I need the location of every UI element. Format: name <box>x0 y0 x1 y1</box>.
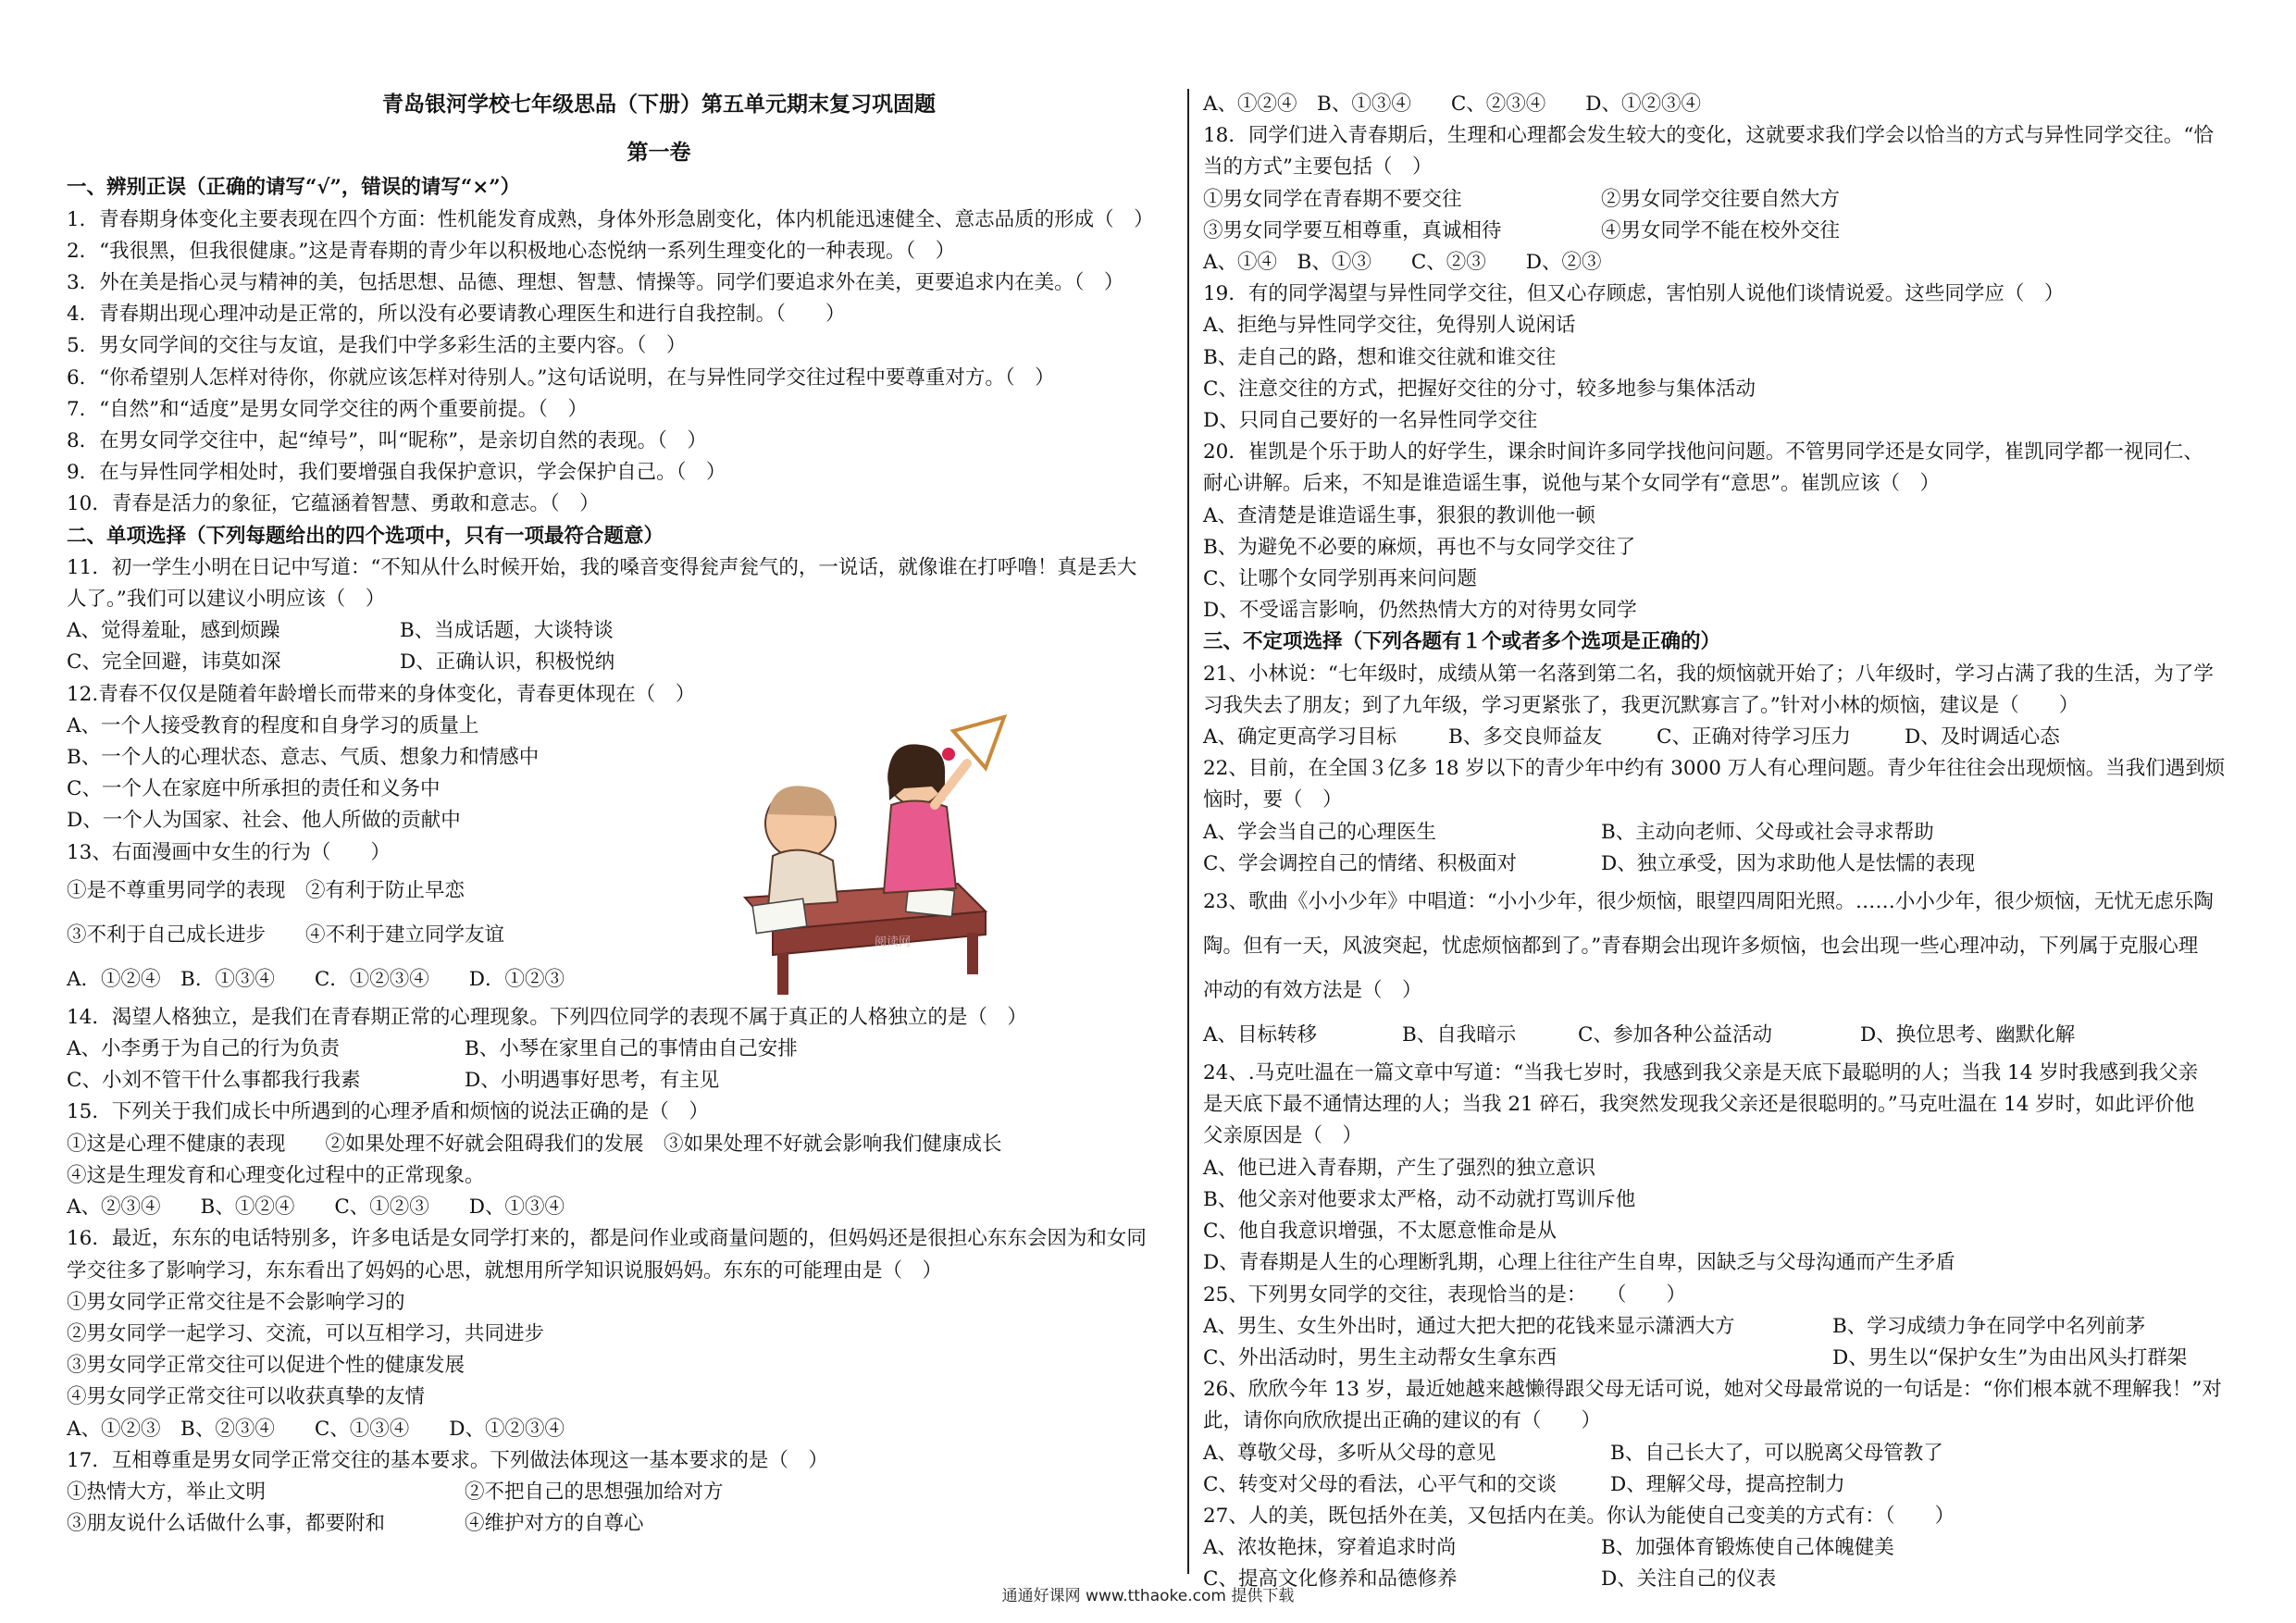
question-24-cont: 父亲原因是（ ） <box>1203 1124 1363 1148</box>
question-8: 8．在男女同学交往中，起“绰号”，叫“昵称”，是亲切自然的表现。（ ） <box>67 429 707 453</box>
option-a: A、小李勇于为自己的行为负责 <box>67 1037 341 1061</box>
question-15-statements-2: ④这是生理发育和心理变化过程中的正常现象。 <box>67 1163 485 1187</box>
question-26-cont: 此，请你向欣欣提出正确的建议的有（ ） <box>1203 1409 1602 1433</box>
option-a: A、觉得羞耻，感到烦躁 <box>67 619 280 643</box>
option-c: C、外出活动时，男生主动帮女生拿东西 <box>1203 1345 1557 1369</box>
question-16-statement-2: ②男女同学一起学习、交流，可以互相学习，共同进步 <box>67 1321 545 1345</box>
option-c: C、正确对待学习压力 <box>1657 725 1851 750</box>
option-d: D、青春期是人生的心理断乳期，心理上往往产生自卑，因缺乏与父母沟通而产生矛盾 <box>1203 1251 1955 1275</box>
option-a: A、查清楚是谁造谣生事，狠狠的教训他一顿 <box>1203 503 1596 527</box>
option-c: C、他自我意识增强，不太愿意惟命是从 <box>1203 1220 1557 1244</box>
option-b: B、小琴在家里自己的事情由自己安排 <box>465 1037 798 1061</box>
option-d: D、男生以“保护女生”为由出风头打群架 <box>1832 1345 2188 1369</box>
question-14: 14．渴望人格独立，是我们在青春期正常的心理现象。下列四位同学的表现不属于真正的人格独立的是（ ） <box>67 1005 1027 1029</box>
question-9: 9．在与异性同学相处时，我们要增强自我保护意识，学会保护自己。（ ） <box>67 461 726 485</box>
option-c: C、小刘不管干什么事都我行我素 <box>67 1069 361 1093</box>
option-a: A、尊敬父母，多听从父母的意见 <box>1203 1441 1496 1465</box>
question-24-cont: 是天底下最不通情达理的人；当我 21 碎石，我突然发现我父亲还是很聪明的。”马克吐温在 14 岁时，如此评价他 <box>1203 1093 2195 1117</box>
page-title: 青岛银河学校七年级思品（下册）第五单元期末复习巩固题 <box>382 92 936 117</box>
question-16-statement-3: ③男女同学正常交往可以促进个性的健康发展 <box>67 1354 465 1378</box>
question-10: 10．青春是活力的象征，它蕴涵着智慧、勇敢和意志。（ ） <box>67 492 600 516</box>
option-a: A、一个人接受教育的程度和自身学习的质量上 <box>67 713 479 737</box>
question-18: 18．同学们进入青春期后，生理和心理都会发生较大的变化，这就要求我们学会以恰当的方式与异性同学交往。“恰 <box>1203 124 2214 148</box>
option-d: D、理解父母，提高控制力 <box>1610 1472 1845 1496</box>
option-c: C、转变对父母的看法，心平气和的交谈 <box>1203 1472 1557 1496</box>
question-23: 23、歌曲《小小少年》中唱道：“小小少年，很少烦恼，眼望四周阳光照。……小小少年，很少烦恼，无忧无虑乐陶 <box>1203 890 2214 914</box>
option-b: B、自己长大了，可以脱离父母管教了 <box>1610 1441 1943 1465</box>
cartoon-illustration <box>736 712 1013 999</box>
option-d: D、独立承受，因为求助他人是怯懦的表现 <box>1601 851 1976 875</box>
question-23-cont: 陶。但有一天，风波突起，忧虑烦恼都到了。”青春期会出现许多烦恼，也会出现一些心理冲动，下列属于克服心理 <box>1203 935 2199 959</box>
question-15: 15．下列关于我们成长中所遇到的心理矛盾和烦恼的说法正确的是（ ） <box>67 1100 709 1124</box>
option-a: A、拒绝与异性同学交往，免得别人说闲话 <box>1203 314 1576 338</box>
option-c: C、完全回避，讳莫如深 <box>67 650 281 675</box>
question-18-cont: 当的方式”主要包括（ ） <box>1203 155 1433 180</box>
question-15-options: A、②③④ B、①②④ C、①②③ D、①③④ <box>67 1196 565 1220</box>
question-17-statement-2: ②不把自己的思想强加给对方 <box>465 1480 724 1504</box>
question-5: 5．男女同学间的交往与友谊，是我们中学多彩生活的主要内容。（ ） <box>67 334 687 358</box>
question-16-statement-4: ④男女同学正常交往可以收获真挚的友情 <box>67 1385 426 1409</box>
option-c: C、学会调控自己的情绪、积极面对 <box>1203 851 1517 875</box>
question-25: 25、下列男女同学的交往，表现恰当的是： （ ） <box>1203 1282 1686 1307</box>
question-12: 12.青春不仅仅是随着年龄增长而带来的身体变化，青春更体现在（ ） <box>67 682 696 706</box>
volume-heading: 第一卷 <box>627 140 691 166</box>
option-a: A、确定更高学习目标 <box>1203 725 1397 750</box>
question-24: 24、.马克吐温在一篇文章中写道：“当我七岁时，我感到我父亲是天底下最聪明的人；当我 14 岁时我感到我父亲 <box>1203 1061 2199 1085</box>
option-c: C、注意交往的方式，把握好交往的分寸，较多地参与集体活动 <box>1203 377 1756 401</box>
question-13-statements-2: ③不利于自己成长进步 ④不利于建立同学友谊 <box>67 923 505 947</box>
question-20: 20．崔凯是个乐于助人的好学生，课余时间许多同学找他问问题。不管男同学还是女同学，崔凯同学都一视同仁、 <box>1203 440 2203 465</box>
option-b: B、学习成绩力争在同学中名列前茅 <box>1832 1314 2146 1338</box>
question-6: 6．“你希望别人怎样对待你，你就应该怎样对待别人。”这句话说明，在与异性同学交往过程中要尊重对方。（ ） <box>67 365 1055 390</box>
question-23-cont: 冲动的有效方法是（ ） <box>1203 979 1422 1003</box>
question-13-options: A．①②④ B．①③④ C．①②③④ D．①②③ <box>67 967 565 991</box>
option-c: C、让哪个女同学别再来问问题 <box>1203 567 1477 591</box>
desk-leg <box>777 953 788 995</box>
option-a: A、他已进入青春期，产生了强烈的独立意识 <box>1203 1156 1596 1180</box>
question-17-statement-4: ④维护对方的自尊心 <box>465 1512 644 1536</box>
option-b: B、走自己的路，想和谁交往就和谁交往 <box>1203 345 1557 369</box>
option-d: D、及时调适心态 <box>1905 725 2060 750</box>
option-d: D、不受谣言影响，仍然热情大方的对待男女同学 <box>1203 599 1637 623</box>
option-a: A、目标转移 <box>1203 1023 1318 1047</box>
option-d: D、换位思考、幽默化解 <box>1860 1023 2076 1047</box>
question-16-cont: 学交往多了影响学习，东东看出了妈妈的心思，就想用所学知识说服妈妈。东东的可能理由是（ ） <box>67 1258 943 1282</box>
question-1: 1．青春期身体变化主要表现在四个方面：性机能发育成熟，身体外形急剧变化，体内机能迅速健全、意志品质的形成（ ） <box>67 207 1154 231</box>
question-13: 13、右面漫画中女生的行为（ ） <box>67 840 391 864</box>
girl-dress <box>884 800 956 893</box>
option-d: D、只同自己要好的一名异性同学交往 <box>1203 409 1538 433</box>
option-b: B、为避免不必要的麻烦，再也不与女同学交往了 <box>1203 535 1636 559</box>
option-d: D、小明遇事好思考，有主见 <box>465 1069 720 1093</box>
column-divider <box>1187 89 1189 1574</box>
question-18-statement-4: ④男女同学不能在校外交往 <box>1601 218 1841 242</box>
question-20-cont: 耐心讲解。后来，不知是谁造谣生事，说他与某个女同学有“意思”。崔凯应该（ ） <box>1203 472 1940 496</box>
option-d: D、正确认识，积极悦纳 <box>400 650 615 675</box>
question-7: 7．“自然”和“适度”是男女同学交往的两个重要前提。（ ） <box>67 397 588 421</box>
question-16-statement-1: ①男女同学正常交往是不会影响学习的 <box>67 1290 405 1314</box>
option-b: B、多交良师益友 <box>1448 725 1603 750</box>
question-19: 19．有的同学渴望与异性同学交往，但又心存顾虑，害怕别人说他们谈情说爱。这些同学应（ ） <box>1203 282 2065 306</box>
option-c: C、一个人在家庭中所承担的责任和义务中 <box>67 777 441 801</box>
question-18-options: A、①④ B、①③ C、②③ D、②③ <box>1203 251 1602 275</box>
option-d: D、关注自己的仪表 <box>1601 1567 1777 1592</box>
question-18-statement-2: ②男女同学交往要自然大方 <box>1601 187 1841 211</box>
question-16-options: A、①②③ B、②③④ C、①③④ D、①②③④ <box>67 1417 565 1441</box>
option-b: B、当成话题，大谈特谈 <box>400 619 614 643</box>
question-26: 26、欣欣今年 13 岁，最近她越来越懒得跟父母无话可说，她对父母最常说的一句话是：“你们根本就不理解我！”对 <box>1203 1378 2222 1402</box>
option-b: B、加强体育锻炼使自己体魄健美 <box>1601 1536 1894 1560</box>
option-b: B、他父亲对他要求太严格，动不动就打骂训斥他 <box>1203 1187 1636 1211</box>
question-11: 11．初一学生小明在日记中写道：“不知从什么时候开始，我的嗓音变得瓮声瓮气的，一说话，就像谁在打呼噜！真是丢大 <box>67 555 1137 579</box>
section-1-heading: 一、辨别正误（正确的请写“√”，错误的请写“×”） <box>67 176 521 200</box>
option-c: C、参加各种公益活动 <box>1578 1023 1772 1047</box>
option-b: B、主动向老师、父母或社会寻求帮助 <box>1601 820 1934 844</box>
question-22: 22、目前，在全国３亿多 18 岁以下的青少年中约有 3000 万人有心理问题。青少年往往会出现烦恼。当我们遇到烦 <box>1203 757 2226 781</box>
option-a: A、男生、女生外出时，通过大把大把的花钱来显示潇洒大方 <box>1203 1314 1735 1338</box>
question-18-statement-3: ③男女同学要互相尊重，真诚相待 <box>1203 218 1502 242</box>
question-21-cont: 习我失去了朋友；到了九年级，学习更紧张了，我更沉默寡言了。”针对小林的烦恼，建议是（ ） <box>1203 693 2079 717</box>
right-column <box>1203 89 2249 1596</box>
question-22-cont: 恼时，要（ ） <box>1203 788 1343 812</box>
option-a: A、学会当自己的心理医生 <box>1203 820 1437 844</box>
page-footer: 通通好课网 www.tthaoke.com 提供下载 <box>1001 1587 1295 1605</box>
question-4: 4．青春期出现心理冲动是正常的，所以没有必要请教心理医生和进行自我控制。（ ） <box>67 303 846 327</box>
question-2: 2．“我很黑，但我很健康。”这是青春期的青少年以积极地心态悦纳一系列生理变化的一种表现。（ ） <box>67 239 956 263</box>
question-11-cont: 人了。”我们可以建议小明应该（ ） <box>67 588 386 612</box>
option-d: D、一个人为国家、社会、他人所做的贡献中 <box>67 809 461 833</box>
cartoon-watermark: 阅读网 <box>875 935 912 949</box>
question-16: 16．最近，东东的电话特别多，许多电话是女同学打来的，都是问作业或商量问题的，但妈妈还是很担心东东会因为和女同 <box>67 1227 1147 1251</box>
desk-leg <box>967 933 978 974</box>
section-2-heading: 二、单项选择（下列每题给出的四个选项中，只有一项最符合题意） <box>67 524 664 548</box>
triangle-ruler-icon <box>953 717 1004 768</box>
option-c: C、提高文化修养和品德修养 <box>1203 1567 1458 1592</box>
question-15-statements-1: ①这是心理不健康的表现 ②如果处理不好就会阻碍我们的发展 ③如果处理不好就会影响我们健康成长 <box>67 1132 1002 1156</box>
question-13-statements-1: ①是不尊重男同学的表现 ②有利于防止早恋 <box>67 878 465 902</box>
hair-bow <box>942 748 955 761</box>
boy-hair <box>768 786 836 816</box>
option-a: A、浓妆艳抹，穿着追求时尚 <box>1203 1536 1457 1560</box>
section-3-heading: 三、不定项选择（下列各题有１个或者多个选项是正确的） <box>1203 630 1721 654</box>
option-b: B、一个人的心理状态、意志、气质、想象力和情感中 <box>67 746 540 770</box>
question-21: 21、小林说：“七年级时，成绩从第一名落到第二名，我的烦恼就开始了；八年级时，学习占满了我的生活，为了学 <box>1203 662 2214 686</box>
option-b: B、自我暗示 <box>1402 1023 1517 1047</box>
question-27: 27、人的美，既包括外在美，又包括内在美。你认为能使自己变美的方式有：（ ） <box>1203 1504 1955 1528</box>
question-17-options: A、①②④ B、①③④ C、②③④ D、①②③④ <box>1203 93 1702 116</box>
question-17-statement-3: ③朋友说什么话做什么事，都要附和 <box>67 1512 386 1536</box>
question-17: 17．互相尊重是男女同学正常交往的基本要求。下列做法体现这一基本要求的是（ ） <box>67 1448 828 1472</box>
question-3: 3．外在美是指心灵与精神的美，包括思想、品德、理想、智慧、情操等。同学们要追求外在美，更要追求内在美。（ ） <box>67 271 1124 295</box>
question-18-statement-1: ①男女同学在青春期不要交往 <box>1203 187 1462 211</box>
question-17-statement-1: ①热情大方，举止文明 <box>67 1480 267 1504</box>
